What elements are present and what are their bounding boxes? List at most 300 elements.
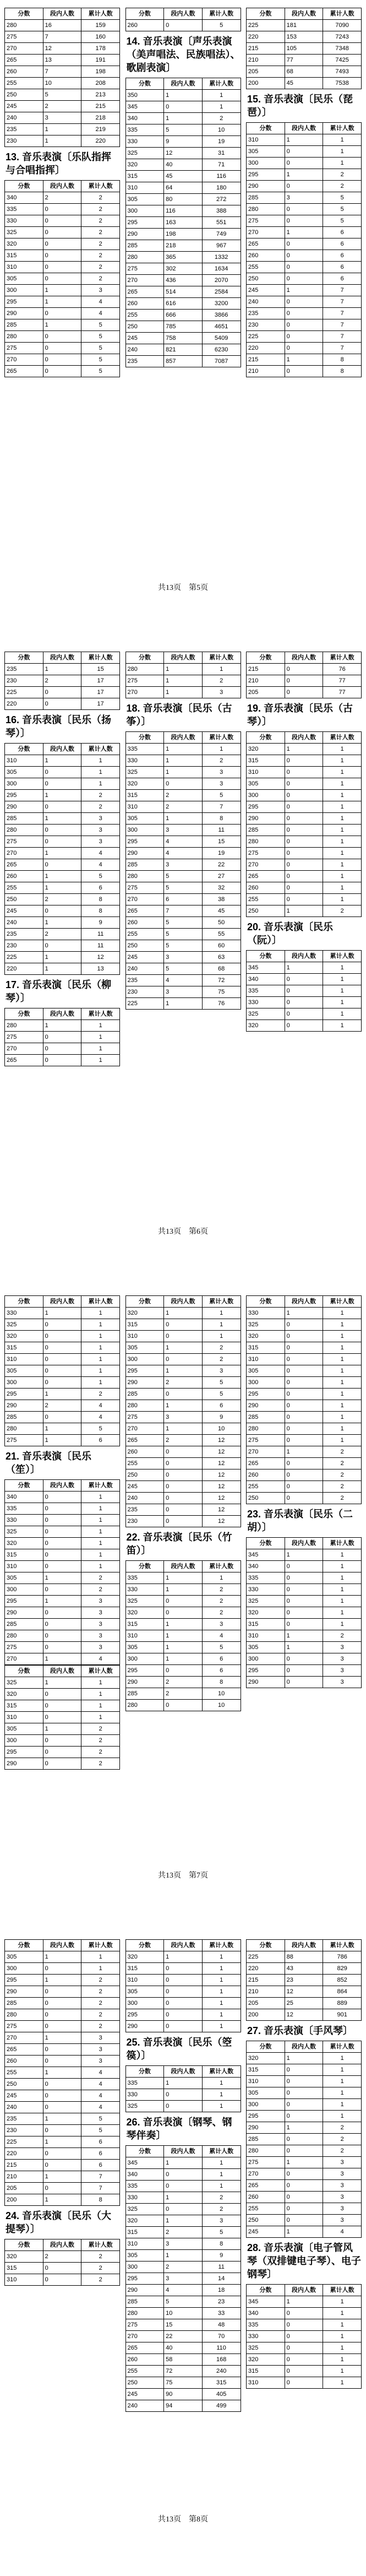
table-row [247,2296,362,2308]
count-cell: 5 [43,89,81,101]
table-row [5,952,120,963]
column-header: 分数 [247,8,285,20]
cumulative-cell: 2 [81,262,120,273]
score-cell: 320 [247,1607,285,1619]
cumulative-cell: 3 [323,2157,362,2168]
score-cell: 235 [5,929,43,940]
count-cell: 7 [164,905,203,917]
score-cell: 315 [5,2263,43,2274]
table-row [247,43,362,55]
score-cell: 305 [5,767,43,778]
table-row [5,366,120,377]
table-row [125,836,241,848]
table-row [5,1619,120,1630]
table-row [247,215,362,227]
cumulative-cell: 1 [323,1561,362,1572]
score-cell: 285 [125,240,164,252]
score-cell: 250 [125,940,164,952]
score-cell: 325 [125,2101,164,2112]
table-row [247,1446,362,1458]
table-row [125,813,241,825]
score-cell: 275 [125,675,164,687]
table-row [125,148,241,159]
table-row [5,204,120,215]
cumulative-cell: 15 [202,836,241,848]
count-cell: 0 [164,1446,203,1458]
table-row [5,1331,120,1342]
table-row [247,778,362,790]
cumulative-cell: 1 [202,1986,241,1998]
count-cell: 0 [285,836,323,848]
score-cell: 230 [5,940,43,952]
table-row [125,975,241,986]
cumulative-cell: 1 [81,1700,120,1712]
score-cell: 250 [5,2079,43,2090]
cumulative-cell: 160 [81,31,120,43]
table-row [125,1493,241,1504]
column-header: 累计人数 [323,1538,362,1549]
score-cell: 325 [5,1677,43,1689]
score-cell: 290 [247,1400,285,1412]
score-cell: 275 [5,343,43,354]
score-cell: 260 [125,298,164,310]
score-table [246,652,362,698]
count-cell: 3 [164,1412,203,1423]
cumulative-cell: 215 [81,101,120,112]
score-cell: 315 [247,755,285,767]
cumulative-cell: 2 [81,1975,120,1986]
cumulative-cell: 388 [202,205,241,217]
score-cell: 210 [5,2171,43,2183]
cumulative-cell: 1 [202,2181,241,2192]
table-row [5,308,120,319]
count-cell: 1 [43,1596,81,1607]
cumulative-cell: 4 [323,2226,362,2238]
count-cell: 1 [164,1423,203,1435]
cumulative-cell: 4 [81,859,120,871]
count-cell: 0 [285,1008,323,1020]
score-cell: 320 [247,1020,285,1032]
cumulative-cell: 1 [81,1712,120,1723]
cumulative-cell: 75 [202,986,241,998]
score-cell: 205 [247,1998,285,2009]
table-row [5,43,120,55]
score-cell: 285 [125,1688,164,1700]
section-title: 25. 音乐表演〔民乐（箜篌）〕 [126,2037,232,2061]
cumulative-cell: 2 [81,2251,120,2263]
count-cell: 0 [285,1377,323,1389]
cumulative-cell: 50 [202,917,241,929]
score-cell: 205 [247,66,285,78]
table-row [5,859,120,871]
cumulative-cell: 9 [202,1412,241,1423]
count-cell: 1 [164,1653,203,1665]
count-cell: 857 [164,356,203,367]
score-cell: 240 [247,296,285,308]
count-cell: 0 [285,1653,323,1665]
table-header-row [125,1940,241,1951]
count-cell: 0 [285,1481,323,1493]
count-cell: 2 [43,101,81,112]
cumulative-cell: 1 [323,871,362,882]
table-row [125,2342,241,2354]
count-cell: 0 [43,2009,81,2021]
page-footer: 共13页 第7页 [158,1872,208,1880]
cumulative-cell: 10 [202,124,241,136]
count-cell: 1 [285,1630,323,1642]
score-cell: 260 [247,250,285,262]
score-cell: 305 [247,1642,285,1653]
table-row [247,1653,362,1665]
cumulative-cell: 1 [323,2377,362,2389]
table-row [5,1503,120,1515]
cumulative-cell: 2 [323,1481,362,1493]
cumulative-cell: 3 [323,2215,362,2226]
cumulative-cell: 1 [202,1975,241,1986]
cumulative-cell: 2 [81,2021,120,2032]
score-cell: 275 [125,263,164,275]
cumulative-cell: 7493 [323,66,362,78]
column-header: 分数 [5,1480,43,1492]
table-row [5,285,120,296]
table-row [125,2285,241,2296]
cumulative-cell: 1 [323,801,362,813]
column-header: 累计人数 [323,1296,362,1308]
table-row [5,1975,120,1986]
count-cell: 0 [285,664,323,675]
count-cell: 0 [164,778,203,790]
table-header-row [5,1480,120,1492]
cumulative-cell: 1 [202,1308,241,1319]
count-cell: 198 [164,229,203,240]
count-cell: 0 [43,1055,81,1066]
cumulative-cell: 1 [81,1526,120,1538]
count-cell: 0 [43,1354,81,1365]
column-header: 段内人数 [285,2041,323,2053]
count-cell: 2 [164,2262,203,2273]
count-cell: 0 [285,778,323,790]
score-cell: 315 [125,1963,164,1975]
count-cell: 0 [285,273,323,285]
table-row [247,664,362,675]
score-cell: 295 [5,1389,43,1400]
table-row [5,929,120,940]
table-row [247,2342,362,2354]
table-row [5,1538,120,1549]
cumulative-cell: 8 [202,1677,241,1688]
table-row [5,124,120,135]
count-cell: 1 [285,1549,323,1561]
count-cell: 116 [164,205,203,217]
score-table [4,180,120,377]
column-header: 累计人数 [202,652,241,664]
table-header-row [5,1666,120,1677]
score-cell: 240 [5,2102,43,2113]
table-header-row [125,1296,241,1308]
cumulative-cell: 4 [81,848,120,859]
table-row [247,1469,362,1481]
table-row [5,2113,120,2125]
cumulative-cell: 7 [323,343,362,354]
cumulative-cell: 219 [81,124,120,135]
score-cell: 285 [5,1619,43,1630]
score-table [4,1295,120,1446]
score-cell: 215 [5,2160,43,2171]
page-column [246,652,362,1066]
count-cell: 1 [164,1630,203,1642]
score-cell: 290 [5,1400,43,1412]
cumulative-cell: 405 [202,2389,241,2400]
table-row [247,1677,362,1688]
count-cell: 0 [285,2342,323,2354]
table-row [247,1642,362,1653]
score-cell: 290 [5,308,43,319]
table-row [125,1951,241,1963]
table-row [5,2090,120,2102]
score-cell: 285 [125,2296,164,2308]
count-cell: 1 [285,1642,323,1653]
score-cell: 285 [125,859,164,871]
cumulative-cell: 3866 [202,310,241,321]
count-cell: 0 [164,1493,203,1504]
score-cell: 345 [125,101,164,113]
count-cell: 0 [285,319,323,331]
count-cell: 0 [285,1400,323,1412]
score-cell: 210 [247,55,285,66]
count-cell: 0 [285,1493,323,1504]
count-cell: 4 [164,848,203,859]
cumulative-cell: 1 [202,90,241,101]
count-cell: 0 [43,2183,81,2194]
score-cell: 285 [247,2134,285,2145]
count-cell: 0 [43,2102,81,2113]
table-row [125,675,241,687]
cumulative-cell: 1 [323,974,362,985]
table-row [5,2194,120,2206]
count-cell: 0 [164,1975,203,1986]
score-cell: 210 [247,675,285,687]
cumulative-cell: 7243 [323,31,362,43]
column-header: 分数 [247,732,285,744]
count-cell: 0 [164,1516,203,1527]
cumulative-cell: 1 [323,1354,362,1365]
table-header-row [125,1561,241,1572]
table-row [5,31,120,43]
cumulative-cell: 4 [81,1412,120,1423]
column-header: 累计人数 [81,1480,120,1492]
score-cell: 330 [5,1515,43,1526]
cumulative-cell: 2070 [202,275,241,286]
count-cell: 0 [43,767,81,778]
cumulative-cell: 1 [323,2342,362,2354]
score-cell: 280 [247,2145,285,2157]
score-cell: 290 [125,848,164,859]
count-cell: 1 [164,755,203,767]
cumulative-cell: 889 [323,1998,362,2009]
cumulative-cell: 4 [81,2079,120,2090]
cumulative-cell: 1 [81,1677,120,1689]
table-row [125,1458,241,1469]
score-cell: 265 [247,1458,285,1469]
count-cell: 1 [43,917,81,929]
score-cell: 310 [247,2076,285,2087]
cumulative-cell: 1 [323,2064,362,2076]
column-header: 段内人数 [285,951,323,962]
score-cell: 315 [125,2227,164,2238]
page-7 [0,1288,366,1932]
table-row [5,1986,120,1998]
cumulative-cell: 32 [202,882,241,894]
score-cell: 315 [247,1342,285,1354]
table-row [125,205,241,217]
score-cell: 270 [247,1446,285,1458]
count-cell: 1 [43,2113,81,2125]
score-cell: 305 [5,1365,43,1377]
cumulative-cell: 2 [202,675,241,687]
table-row [5,89,120,101]
table-row [5,227,120,238]
score-cell: 270 [125,687,164,698]
score-cell: 200 [247,2009,285,2021]
count-cell: 1 [43,2171,81,2183]
table-row [5,1435,120,1446]
score-cell: 295 [125,217,164,229]
score-cell: 305 [247,778,285,790]
cumulative-cell: 1 [81,1689,120,1700]
cumulative-cell: 2 [202,113,241,124]
count-cell: 0 [43,308,81,319]
table-row [247,2145,362,2157]
table-row [5,894,120,905]
table-row [247,767,362,778]
column-header: 分数 [247,123,285,134]
column-header: 累计人数 [81,1666,120,1677]
table-row [5,940,120,952]
table-row [247,985,362,997]
section-title: 26. 音乐表演〔钢琴、钢琴伴奏〕 [126,2117,232,2141]
table-row [5,273,120,285]
cumulative-cell: 220 [81,135,120,147]
score-cell: 260 [5,66,43,78]
cumulative-cell: 1 [323,882,362,894]
table-row [247,2226,362,2238]
column-header: 累计人数 [81,744,120,755]
score-table [125,652,241,698]
count-cell: 0 [43,2148,81,2160]
score-cell: 270 [247,2168,285,2180]
count-cell: 0 [285,2215,323,2226]
score-cell: 220 [247,343,285,354]
cumulative-cell: 23 [202,2296,241,2308]
count-cell: 1 [285,1308,323,1319]
table-row [5,2079,120,2090]
score-cell: 335 [247,985,285,997]
table-row [125,90,241,101]
count-cell: 758 [164,333,203,344]
table-row [125,664,241,675]
cumulative-cell: 8 [323,366,362,377]
cumulative-cell: 2 [81,790,120,801]
cumulative-cell: 3 [323,1653,362,1665]
cumulative-cell: 5 [202,790,241,801]
column-header: 累计人数 [81,8,120,20]
cumulative-cell: 191 [81,55,120,66]
cumulative-cell: 1 [202,2169,241,2181]
cumulative-cell: 6 [81,882,120,894]
table-row [5,1515,120,1526]
score-cell: 335 [125,124,164,136]
count-cell: 0 [285,215,323,227]
table-row [5,1747,120,1758]
cumulative-cell: 2 [323,2145,362,2157]
table-row [125,2238,241,2250]
score-cell: 310 [125,1975,164,1986]
count-cell: 1 [164,113,203,124]
score-cell: 335 [247,2319,285,2331]
score-table [4,1479,120,1665]
score-cell: 280 [5,1630,43,1642]
table-row [247,331,362,343]
cumulative-cell: 13 [81,963,120,975]
score-cell: 295 [125,836,164,848]
table-row [125,182,241,194]
cumulative-cell: 1 [323,2331,362,2342]
table-row [125,2331,241,2342]
cumulative-cell: 1 [81,1020,120,1032]
table-row [247,1342,362,1354]
count-cell: 0 [164,1607,203,1619]
count-cell: 0 [285,366,323,377]
table-row [5,1642,120,1653]
count-cell: 1 [285,2157,323,2168]
table-row [247,78,362,89]
count-cell: 80 [164,194,203,205]
score-cell: 275 [5,2021,43,2032]
count-cell: 1 [43,1653,81,1665]
page-5 [0,0,366,644]
cumulative-cell: 12 [202,1504,241,1516]
table-row [5,2136,120,2148]
count-cell: 0 [285,1677,323,1688]
score-cell: 335 [125,1572,164,1584]
count-cell: 0 [285,882,323,894]
cumulative-cell: 2 [81,215,120,227]
cumulative-cell: 5 [202,2227,241,2238]
score-table [125,8,241,31]
cumulative-cell: 77 [323,687,362,698]
table-row [5,66,120,78]
table-header-row [247,8,362,20]
score-cell: 345 [247,2296,285,2308]
score-cell: 320 [247,2354,285,2366]
table-row [247,1572,362,1584]
score-cell: 225 [125,998,164,1010]
table-row [5,1758,120,1770]
score-cell: 300 [5,285,43,296]
table-row [125,2400,241,2412]
column-header: 段内人数 [285,1940,323,1951]
count-cell: 365 [164,252,203,263]
count-cell: 12 [164,148,203,159]
table-row [5,1342,120,1354]
cumulative-cell: 2 [323,169,362,181]
cumulative-cell: 2 [81,2009,120,2021]
score-cell: 310 [125,801,164,813]
page-column [4,1295,120,1770]
table-row [247,2319,362,2331]
cumulative-cell: 2 [81,1584,120,1596]
table-row [5,354,120,366]
